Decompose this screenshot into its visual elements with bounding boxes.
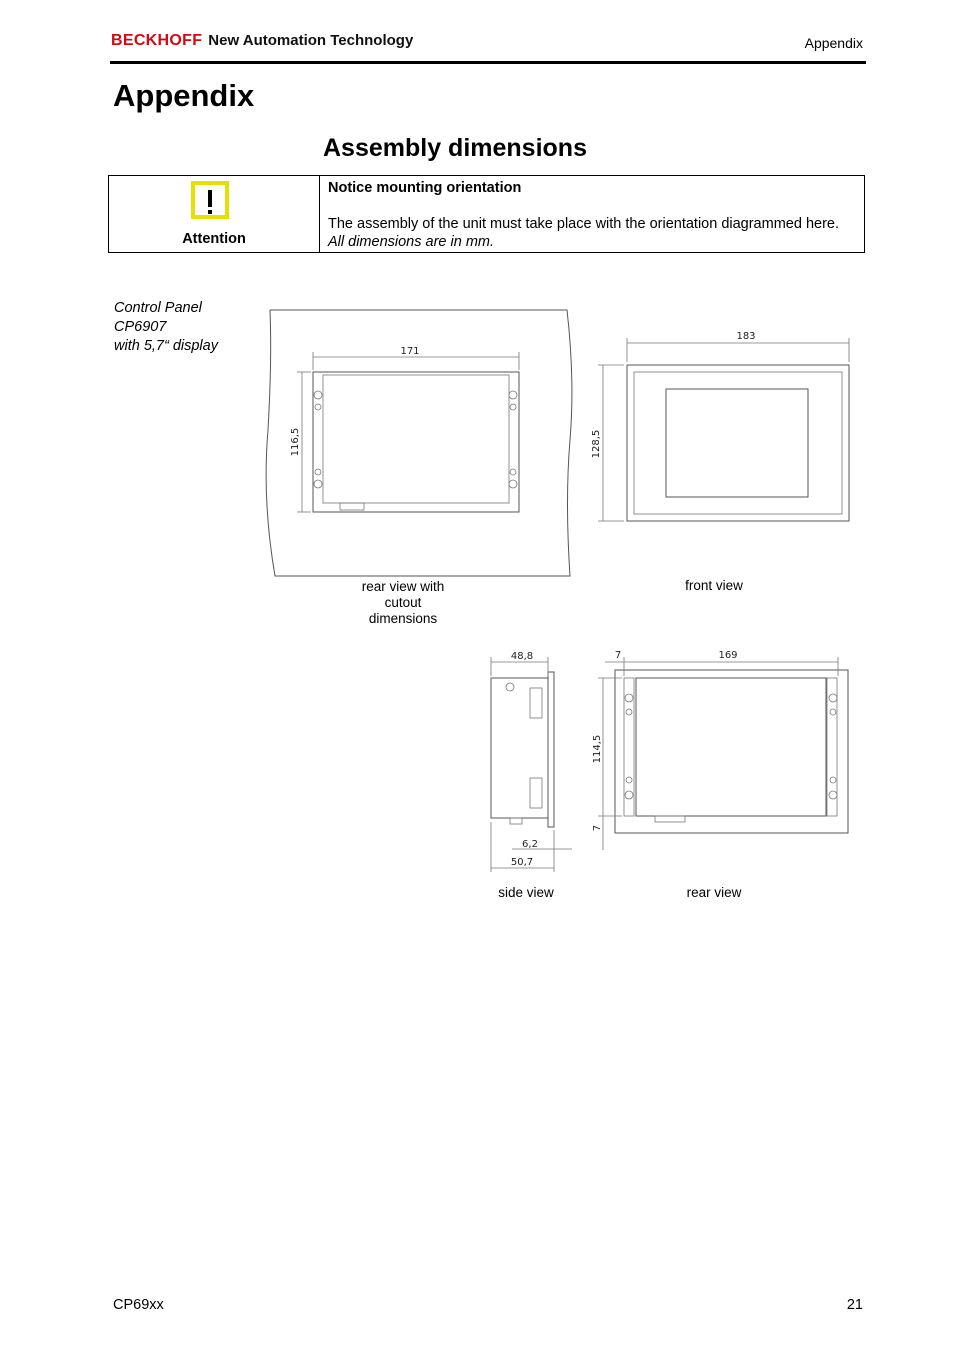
- side-flange: [548, 672, 554, 827]
- rear-width-label: 169: [718, 650, 738, 661]
- side-flange-label: 6,2: [522, 839, 538, 850]
- footer-product: CP69xx: [113, 1297, 164, 1313]
- front-bezel-inner: [634, 372, 842, 514]
- caption-line: Control Panel: [114, 300, 202, 316]
- front-view-drawing: [591, 331, 849, 521]
- attention-label: Attention: [182, 231, 246, 247]
- label-line: dimensions: [368, 611, 438, 626]
- label-line: rear view with: [361, 579, 445, 594]
- side-view-label: side view: [498, 885, 554, 900]
- notice-body-text: The assembly of the unit must take place with the orientation diagrammed here.: [328, 216, 839, 232]
- front-bezel: [627, 365, 849, 521]
- rear-cutout-view-label: [343, 579, 463, 627]
- footer-page-number: 21: [846, 1297, 863, 1313]
- rear-view-label: rear view: [686, 885, 742, 900]
- rear-cutout-width-label: 171: [400, 346, 420, 357]
- front-height-label: 128,5: [591, 429, 602, 459]
- front-width-label: 183: [736, 331, 756, 342]
- page-title: Appendix: [113, 78, 255, 113]
- rear-cutout-height-label: 116,5: [290, 427, 301, 457]
- front-display: [666, 389, 808, 497]
- brand-tagline: New Automation Technology: [208, 32, 414, 49]
- side-body: [491, 678, 548, 818]
- rear-view-drawing: [592, 650, 848, 850]
- rear-offset-bottom-label: 7: [592, 824, 603, 832]
- caption-line: CP6907: [114, 319, 167, 335]
- brand-name: BECKHOFF: [111, 32, 203, 49]
- front-view-label: front view: [685, 578, 743, 593]
- device-rear-body: [323, 375, 509, 503]
- label-line: cutout: [384, 595, 422, 610]
- header-section-label: Appendix: [804, 35, 863, 51]
- rear-offset-left-label: 7: [614, 650, 622, 661]
- side-depth-total-label: 50,7: [510, 857, 534, 868]
- section-title: Assembly dimensions: [323, 134, 587, 162]
- caption-line: with 5,7“ display: [114, 338, 218, 354]
- rear-outer-frame: [615, 670, 848, 833]
- notice-title: Notice mounting orientation: [328, 180, 522, 196]
- rear-body: [636, 678, 826, 816]
- side-depth-top-label: 48,8: [510, 651, 534, 662]
- cutout-rect: [313, 372, 519, 512]
- rear-cutout-drawing: [266, 310, 572, 576]
- rear-height-label: 114,5: [592, 734, 603, 764]
- side-view-drawing: [491, 651, 572, 872]
- notice-body-italic: All dimensions are in mm.: [328, 234, 494, 250]
